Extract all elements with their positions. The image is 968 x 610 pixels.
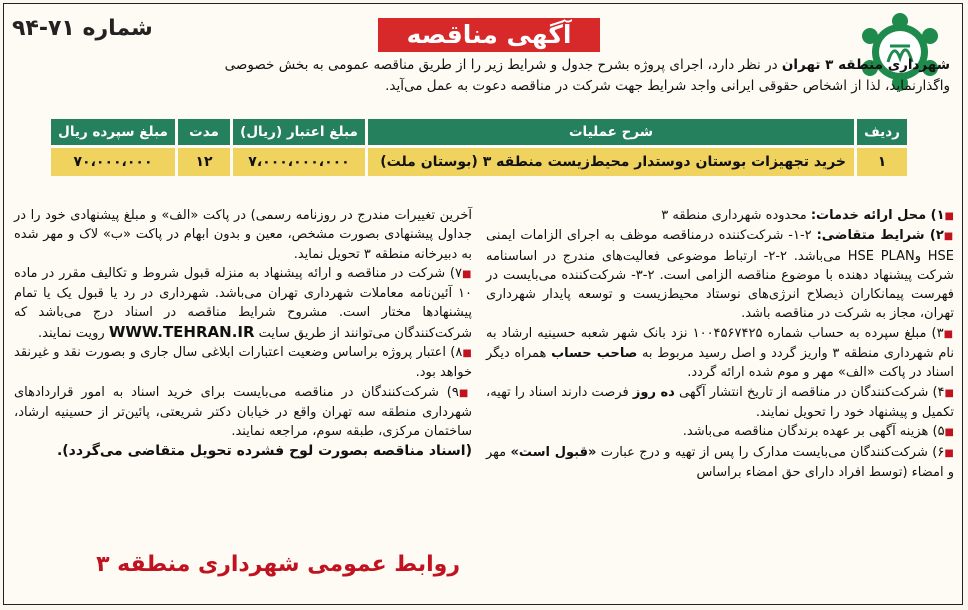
clause-1-text: محدوده شهرداری منطقه ۳ bbox=[661, 208, 811, 223]
clause-5 bbox=[486, 422, 954, 442]
col-header-row-number: ردیف bbox=[857, 119, 907, 145]
clause-9-text: ۹) شرکت‌کنندگان در مناقصه می‌بایست برای خرید اسناد به امور قراردادهای شهرداری منطقه سه تهران واقع در خیابان دکتر شریعتی، پائین‌تر از حسینیه ارشاد، ساختمان مرکزی، طبقه سوم، مراجعه نمایند. bbox=[14, 384, 472, 440]
clause-3-bold: صاحب حساب bbox=[551, 346, 638, 362]
cell-duration: ۱۲ bbox=[178, 148, 230, 176]
clause-4-text-b: فرصت دارند اسناد را تهیه، تکمیل و پیشنهاد خود را تحویل نمایند. bbox=[486, 384, 954, 420]
table-header-row bbox=[51, 119, 907, 145]
col-header-budget: مبلغ اعتبار (ریال) bbox=[233, 119, 365, 145]
intro-line-1 bbox=[135, 55, 950, 76]
clause-4 bbox=[486, 383, 954, 423]
bullet-square-icon: ■ bbox=[461, 268, 472, 280]
intro-line-2: واگذارنماید، لذا از اشخاص حقوقی ایرانی واجد شرایط جهت شرکت در مناقصه دعوت به عمل می‌آید. bbox=[385, 78, 950, 94]
clause-7-text: ۷) شرکت در مناقصه و ارائه پیشنهاد به منزله قبول شروط و تکالیف مقرر در ماده ۱۰ آئین‌نامه معاملات شهرداری تهران می‌باشد. شهرداری در رد یا قبول یک یا تمام پیشنهادها مختار است. مشروح شرایط مناقصه در اسناد درج می‌باشد که شرکت‌کنندگان می‌توانند از طریق سایت bbox=[14, 265, 472, 341]
clause-6 bbox=[486, 443, 954, 483]
col-header-description: شرح عملیات bbox=[368, 119, 854, 145]
clause-6-continued: آخرین تغییرات مندرج در روزنامه رسمی) در پاکت «الف» و مبلغ پیشنهادی خود را در جداول پیشنهادی بصورت مشخص، معین و بدون ابهام در پاکت «ب» لاک و مهر شده به دبیرخانه منطقه ۳ تحویل نماید. bbox=[14, 208, 472, 262]
left-column bbox=[14, 206, 472, 461]
intro-line1-text: در نظر دارد، اجرای پروژه بشرح جدول و شرایط زیر را از طریق مناقصه عمومی به بخش خصوصی bbox=[224, 57, 782, 73]
tender-table bbox=[48, 116, 910, 179]
clause-8-text: ۸) اعتبار پروژه براساس وضعیت اعتبارات ابلاغی سال جاری و بصورت نقد و غیرنقد خواهد بود. bbox=[14, 345, 472, 381]
intro-org: شهرداری منطقه ۳ تهران bbox=[781, 57, 950, 73]
clause-2-title: ۲) شرایط متقاضی: bbox=[816, 228, 944, 244]
clause-2 bbox=[486, 226, 954, 323]
footer-public-relations: روابط عمومی شهرداری منطقه ۳ bbox=[96, 552, 460, 577]
right-column bbox=[486, 206, 954, 482]
clause-6-text-b: مهر و امضاء (توسط افراد دارای حق امضاء براساس bbox=[486, 444, 954, 480]
bullet-square-icon: ■ bbox=[944, 387, 954, 399]
clause-7 bbox=[14, 264, 472, 343]
clause-9 bbox=[14, 383, 472, 442]
bullet-square-icon: ■ bbox=[944, 427, 954, 439]
bullet-square-icon: ■ bbox=[944, 211, 954, 222]
col-header-duration: مدت bbox=[178, 119, 230, 145]
clause-3 bbox=[486, 324, 954, 383]
clause-8 bbox=[14, 343, 472, 383]
clause-1 bbox=[486, 206, 954, 226]
cell-description: خرید تجهیزات بوستان دوستدار محیط‌زیست منطقه ۳ (بوستان ملت) bbox=[368, 148, 854, 176]
clause-4-bold: ده روز bbox=[632, 384, 675, 400]
clause-4-text-a: ۴) شرکت‌کنندگان در مناقصه از تاریخ انتشار آگهی bbox=[674, 384, 945, 400]
documents-note: (اسناد مناقصه بصورت لوح فشرده تحویل متقاضی می‌گردد). bbox=[56, 442, 472, 459]
clause-3-text-a: ۳) مبلغ سپرده به حساب شماره ۱۰۰۴۵۶۷۴۲۵ نزد بانک شهر شعبه حسینیه ارشاد به نام شهرداری منطقه ۳ واریز گردد و اصل رسید مربوط به bbox=[486, 325, 954, 362]
clause-5-text: ۵) هزینه آگهی بر عهده برندگان مناقصه می‌باشد. bbox=[682, 424, 945, 440]
clause-3-text-b: همراه دیگر اسناد در پاکت «الف» مهر و موم شده ارائه گردد. bbox=[486, 346, 954, 381]
bullet-square-icon: ■ bbox=[458, 387, 472, 399]
bullet-square-icon: ■ bbox=[462, 348, 472, 360]
clause-1-title: ۱) محل ارائه خدمات: bbox=[810, 208, 945, 223]
bullet-square-icon: ■ bbox=[944, 447, 955, 459]
cell-row-number: ۱ bbox=[857, 148, 907, 176]
bullet-square-icon: ■ bbox=[943, 328, 954, 340]
cell-deposit: ۷۰،۰۰۰،۰۰۰ bbox=[51, 148, 175, 176]
website-link[interactable]: WWW.TEHRAN.IR bbox=[108, 322, 255, 341]
tender-banner: آگهی مناقصه bbox=[378, 18, 600, 52]
clause-6-text-a: ۶) شرکت‌کنندگان می‌بایست مدارک را پس از تهیه و درج عبارت bbox=[596, 444, 945, 460]
tender-number: شماره ۷۱-۹۴ bbox=[12, 16, 153, 41]
clause-6-bold: «قبول است» bbox=[510, 444, 597, 460]
clause-2-text: ۲-۱- شرکت‌کننده درمناقصه موظف به اجرای الزامات ایمنی HSE وHSE PLAN می‌باشد. ۲-۲- ارتباط موضوعی فعالیت‌های مندرج در اساسنامه شرکت پیشنهاد دهنده با موضوع مناقصه الزامی است. ۲-۳- شرکت‌کننده می‌بایست در فهرست پیمانکاران ذیصلاح انرژی‌های نوستاد محیط‌زیست و توسعه پایدار شهرداری تهران، مجاز به شرکت در مناقصه باشد. bbox=[486, 228, 955, 322]
table-row bbox=[51, 148, 907, 176]
cell-budget: ۷،۰۰۰،۰۰۰،۰۰۰ bbox=[233, 148, 365, 176]
col-header-deposit: مبلغ سپرده ریال bbox=[51, 119, 175, 145]
bullet-square-icon: ■ bbox=[943, 231, 954, 243]
clause-7-url-after: رویت نمایند. bbox=[38, 325, 109, 341]
